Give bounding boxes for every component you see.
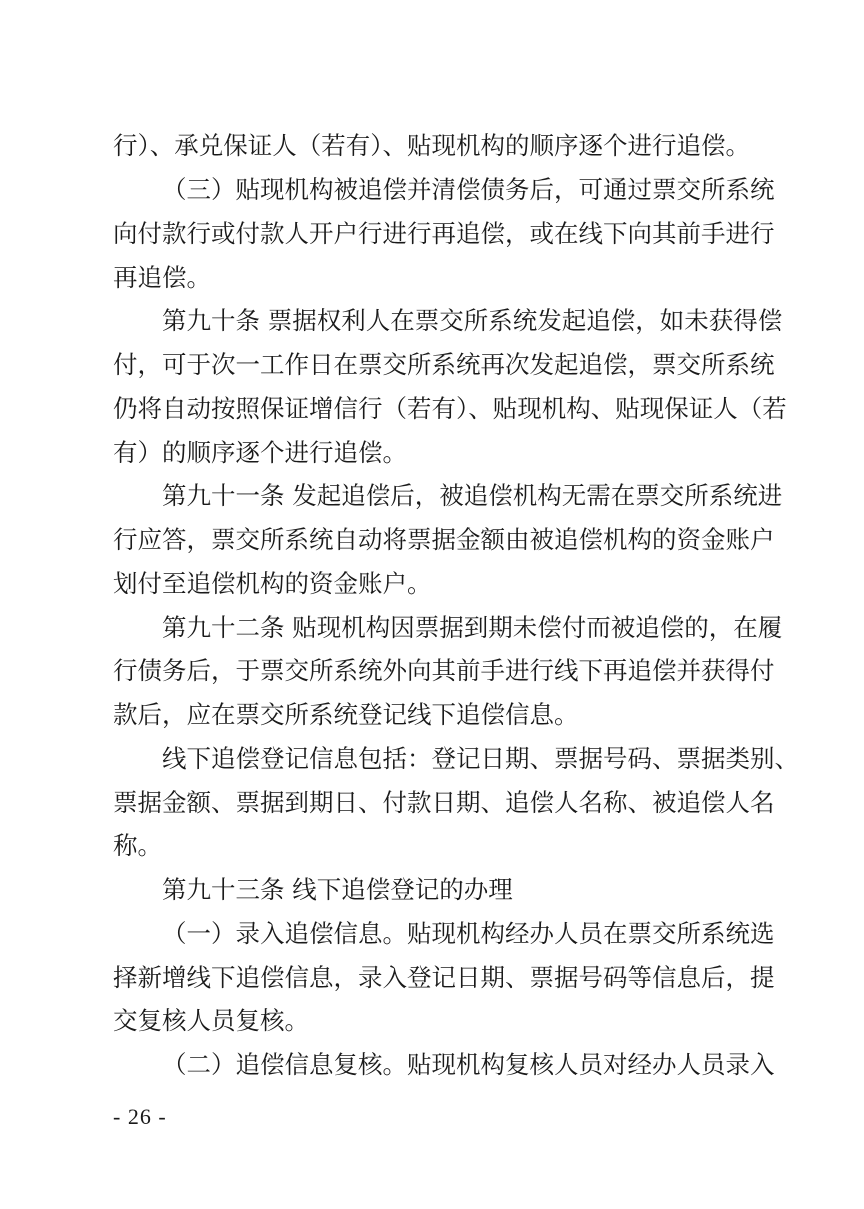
text-line: （三）贴现机构被追偿并清偿债务后，可通过票交所系统 [162, 175, 775, 204]
text-line: 行）、承兑保证人（若有）、贴现机构的顺序逐个进行追偿。 [113, 131, 750, 160]
text-line: 交复核人员复核。 [113, 1006, 309, 1035]
text-line: （二）追偿信息复核。贴现机构复核人员对经办人员录入 [162, 1050, 775, 1079]
text-line: 择新增线下追偿信息，录入登记日期、票据号码等信息后，提 [113, 963, 775, 992]
text-line: 款后，应在票交所系统登记线下追偿信息。 [113, 700, 579, 729]
text-line: 行应答，票交所系统自动将票据金额由被追偿机构的资金账户 [113, 525, 775, 554]
text-line: 付，可于次一工作日在票交所系统再次发起追偿，票交所系统 [113, 350, 775, 379]
text-line: 第九十三条 线下追偿登记的办理 [162, 875, 513, 904]
page-number: - 26 - [113, 1104, 167, 1129]
text-line: 有）的顺序逐个进行追偿。 [113, 438, 407, 467]
text-line: 第九十一条 发起追偿后，被追偿机构无需在票交所系统进 [162, 481, 783, 510]
text-line: （一）录入追偿信息。贴现机构经办人员在票交所系统选 [162, 919, 775, 948]
text-line: 再追偿。 [113, 263, 211, 292]
text-line: 线下追偿登记信息包括：登记日期、票据号码、票据类别、 [162, 744, 799, 773]
text-line: 仍将自动按照保证增信行（若有）、贴现机构、贴现保证人（若 [113, 394, 787, 423]
text-line: 票据金额、票据到期日、付款日期、追偿人名称、被追偿人名 [113, 788, 775, 817]
text-line: 第九十二条 贴现机构因票据到期未偿付而被追偿的，在履 [162, 613, 783, 642]
text-line: 划付至追偿机构的资金账户。 [113, 569, 432, 598]
text-line: 称。 [113, 831, 162, 860]
text-line: 第九十条 票据权利人在票交所系统发起追偿，如未获得偿 [162, 306, 783, 335]
text-line: 行债务后，于票交所系统外向其前手进行线下再追偿并获得付 [113, 656, 775, 685]
text-line: 向付款行或付款人开户行进行再追偿，或在线下向其前手进行 [113, 219, 775, 248]
